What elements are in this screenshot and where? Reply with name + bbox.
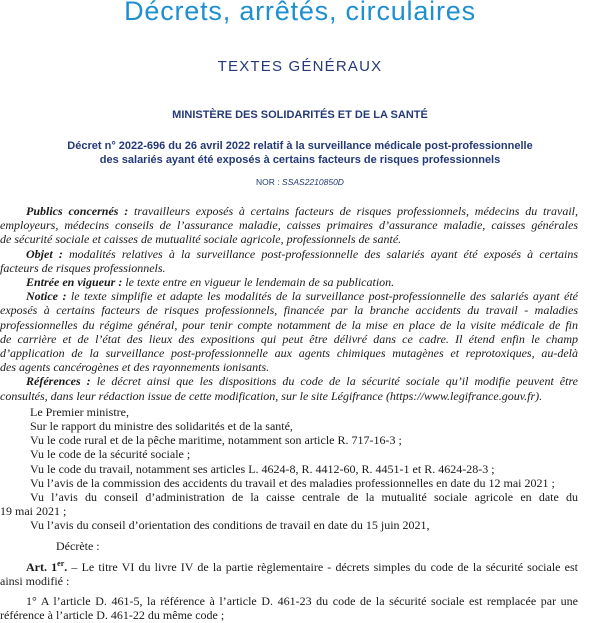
summary-publics — [0, 204, 600, 247]
decree-title-line: Décret n° 2022-696 du 26 avril 2022 relatif à la surveillance médicale post-professionnelle — [67, 140, 533, 152]
summary-line: Entrée en vigueur : le texte entre en vigueur le lendemain de sa publication. — [26, 275, 395, 290]
summary-label: Publics concernés : — [26, 204, 129, 218]
visas — [0, 405, 600, 533]
item-line: référence à l’article D. 461-22 du même code ; — [0, 608, 225, 623]
summary-line: professionnelles du régime général, pour tenir compte notamment de la mise en place de la visite médicale de fin — [0, 317, 578, 332]
summary-objet — [0, 247, 600, 275]
summary-references — [0, 374, 600, 402]
article-1-item-1 — [0, 594, 600, 622]
summary-line: des agents cancérogènes et des rayonnements ionisants. — [0, 360, 270, 375]
article-line: ainsi modifié : — [0, 574, 70, 589]
summary-label: Objet : — [26, 246, 63, 261]
decrete-line: Décrète : — [56, 538, 100, 553]
summary-line: Notice : le texte simplifie et adapte les modalités de la surveillance post-professionnelle des salariés ayant été — [26, 289, 578, 304]
decrete — [0, 539, 600, 553]
summary-line: d’application de la surveillance post-professionnelle aux agents chimiques mutagènes et reprotoxiques, au-delà — [0, 346, 578, 361]
summary-line: Objet : modalités relatives à la surveillance post-professionnelle des salariés ayant été exposés à certains — [26, 246, 578, 261]
summary-line: Publics concernés : travailleurs exposés à certains facteurs de risques professionnels, médecins du travail, — [26, 204, 579, 218]
summary-line: de carrière et de l’état des lieux des expositions qui peut être délivré dans ce cadre. Il étend enfin le champ — [0, 331, 578, 346]
visa-line: Sur le rapport du ministre des solidarités et de la santé, — [30, 419, 293, 434]
visa-line: Vu le code du travail, notamment ses articles L. 4624-8, R. 4412-60, R. 4451-1 et R. 4624-28-3 ; — [30, 461, 495, 476]
visa-line: Vu le code rural et de la pêche maritime, notamment son article R. 717-16-3 ; — [30, 433, 402, 448]
summary-label: Notice : — [26, 289, 67, 304]
ministry-heading: MINISTÈRE DES SOLIDARITÉS ET DE LA SANTÉ — [172, 109, 428, 121]
article-line: Art. 1er. – Le titre VI du livre IV de la partie règlementaire - décrets simples du code de la sécurité sociale est — [26, 558, 578, 574]
visa-line: Vu le code de la sécurité sociale ; — [30, 447, 191, 462]
summary-line: de sécurité sociale et caisses de mutualité sociale agricole, professionnels de santé. — [0, 232, 402, 247]
decree-body — [0, 204, 600, 623]
summary-line: Références : le décret ainsi que les dispositions du code de la sécurité sociale qu’il modifie peuvent être — [26, 374, 579, 389]
summary-label: Références : — [26, 374, 91, 389]
visa-line: Vu l’avis du conseil d’orientation des conditions de travail en date du 15 juin 2021, — [30, 518, 430, 533]
visa-line: Vu l’avis de la commission des accidents du travail et des maladies professionnelles en date du 12 mai 2021 ; — [30, 475, 555, 490]
visa-line: 19 mai 2021 ; — [0, 504, 67, 519]
rubric-banner: Décrets, arrêtés, circulaires — [124, 0, 476, 26]
section-heading: TEXTES GÉNÉRAUX — [217, 58, 383, 75]
summary-line: facteurs de risques professionnels. — [0, 260, 166, 275]
summary-line: exposés à certains facteurs de risques professionnels, financée par la branche accidents du travail - maladies — [0, 303, 578, 318]
summary-line: employeurs, médecins conseils de l’assurance maladie, caisses primaires d’assurance maladie, caisses générales — [0, 218, 578, 233]
nor-value: SSAS2210850D — [282, 177, 344, 187]
visa-line: Le Premier ministre, — [30, 404, 129, 419]
nor-label: NOR : — [256, 177, 283, 187]
summary-line: consultés, dans leur rédaction issue de cette modification, sur le site Légifrance (https://www.legifrance.gouv.fr). — [0, 388, 543, 403]
article-1 — [0, 557, 600, 588]
nor-reference — [0, 177, 600, 187]
decree-title — [0, 139, 600, 167]
decree-title-line: des salariés ayant été exposés à certains facteurs de risques professionnels — [99, 154, 501, 166]
item-line: 1° A l’article D. 461-5, la référence à l’article D. 461-23 du code de la sécurité sociale est remplacée par une — [26, 594, 578, 609]
visa-line: Vu l’avis du conseil d’administration de la caisse centrale de la mutualité sociale agricole en date du — [30, 490, 578, 505]
article-label: Art. 1er. — [26, 558, 68, 574]
summary-notice — [0, 289, 600, 374]
summary-label: Entrée en vigueur : — [26, 275, 123, 290]
summary-entree — [0, 275, 600, 289]
